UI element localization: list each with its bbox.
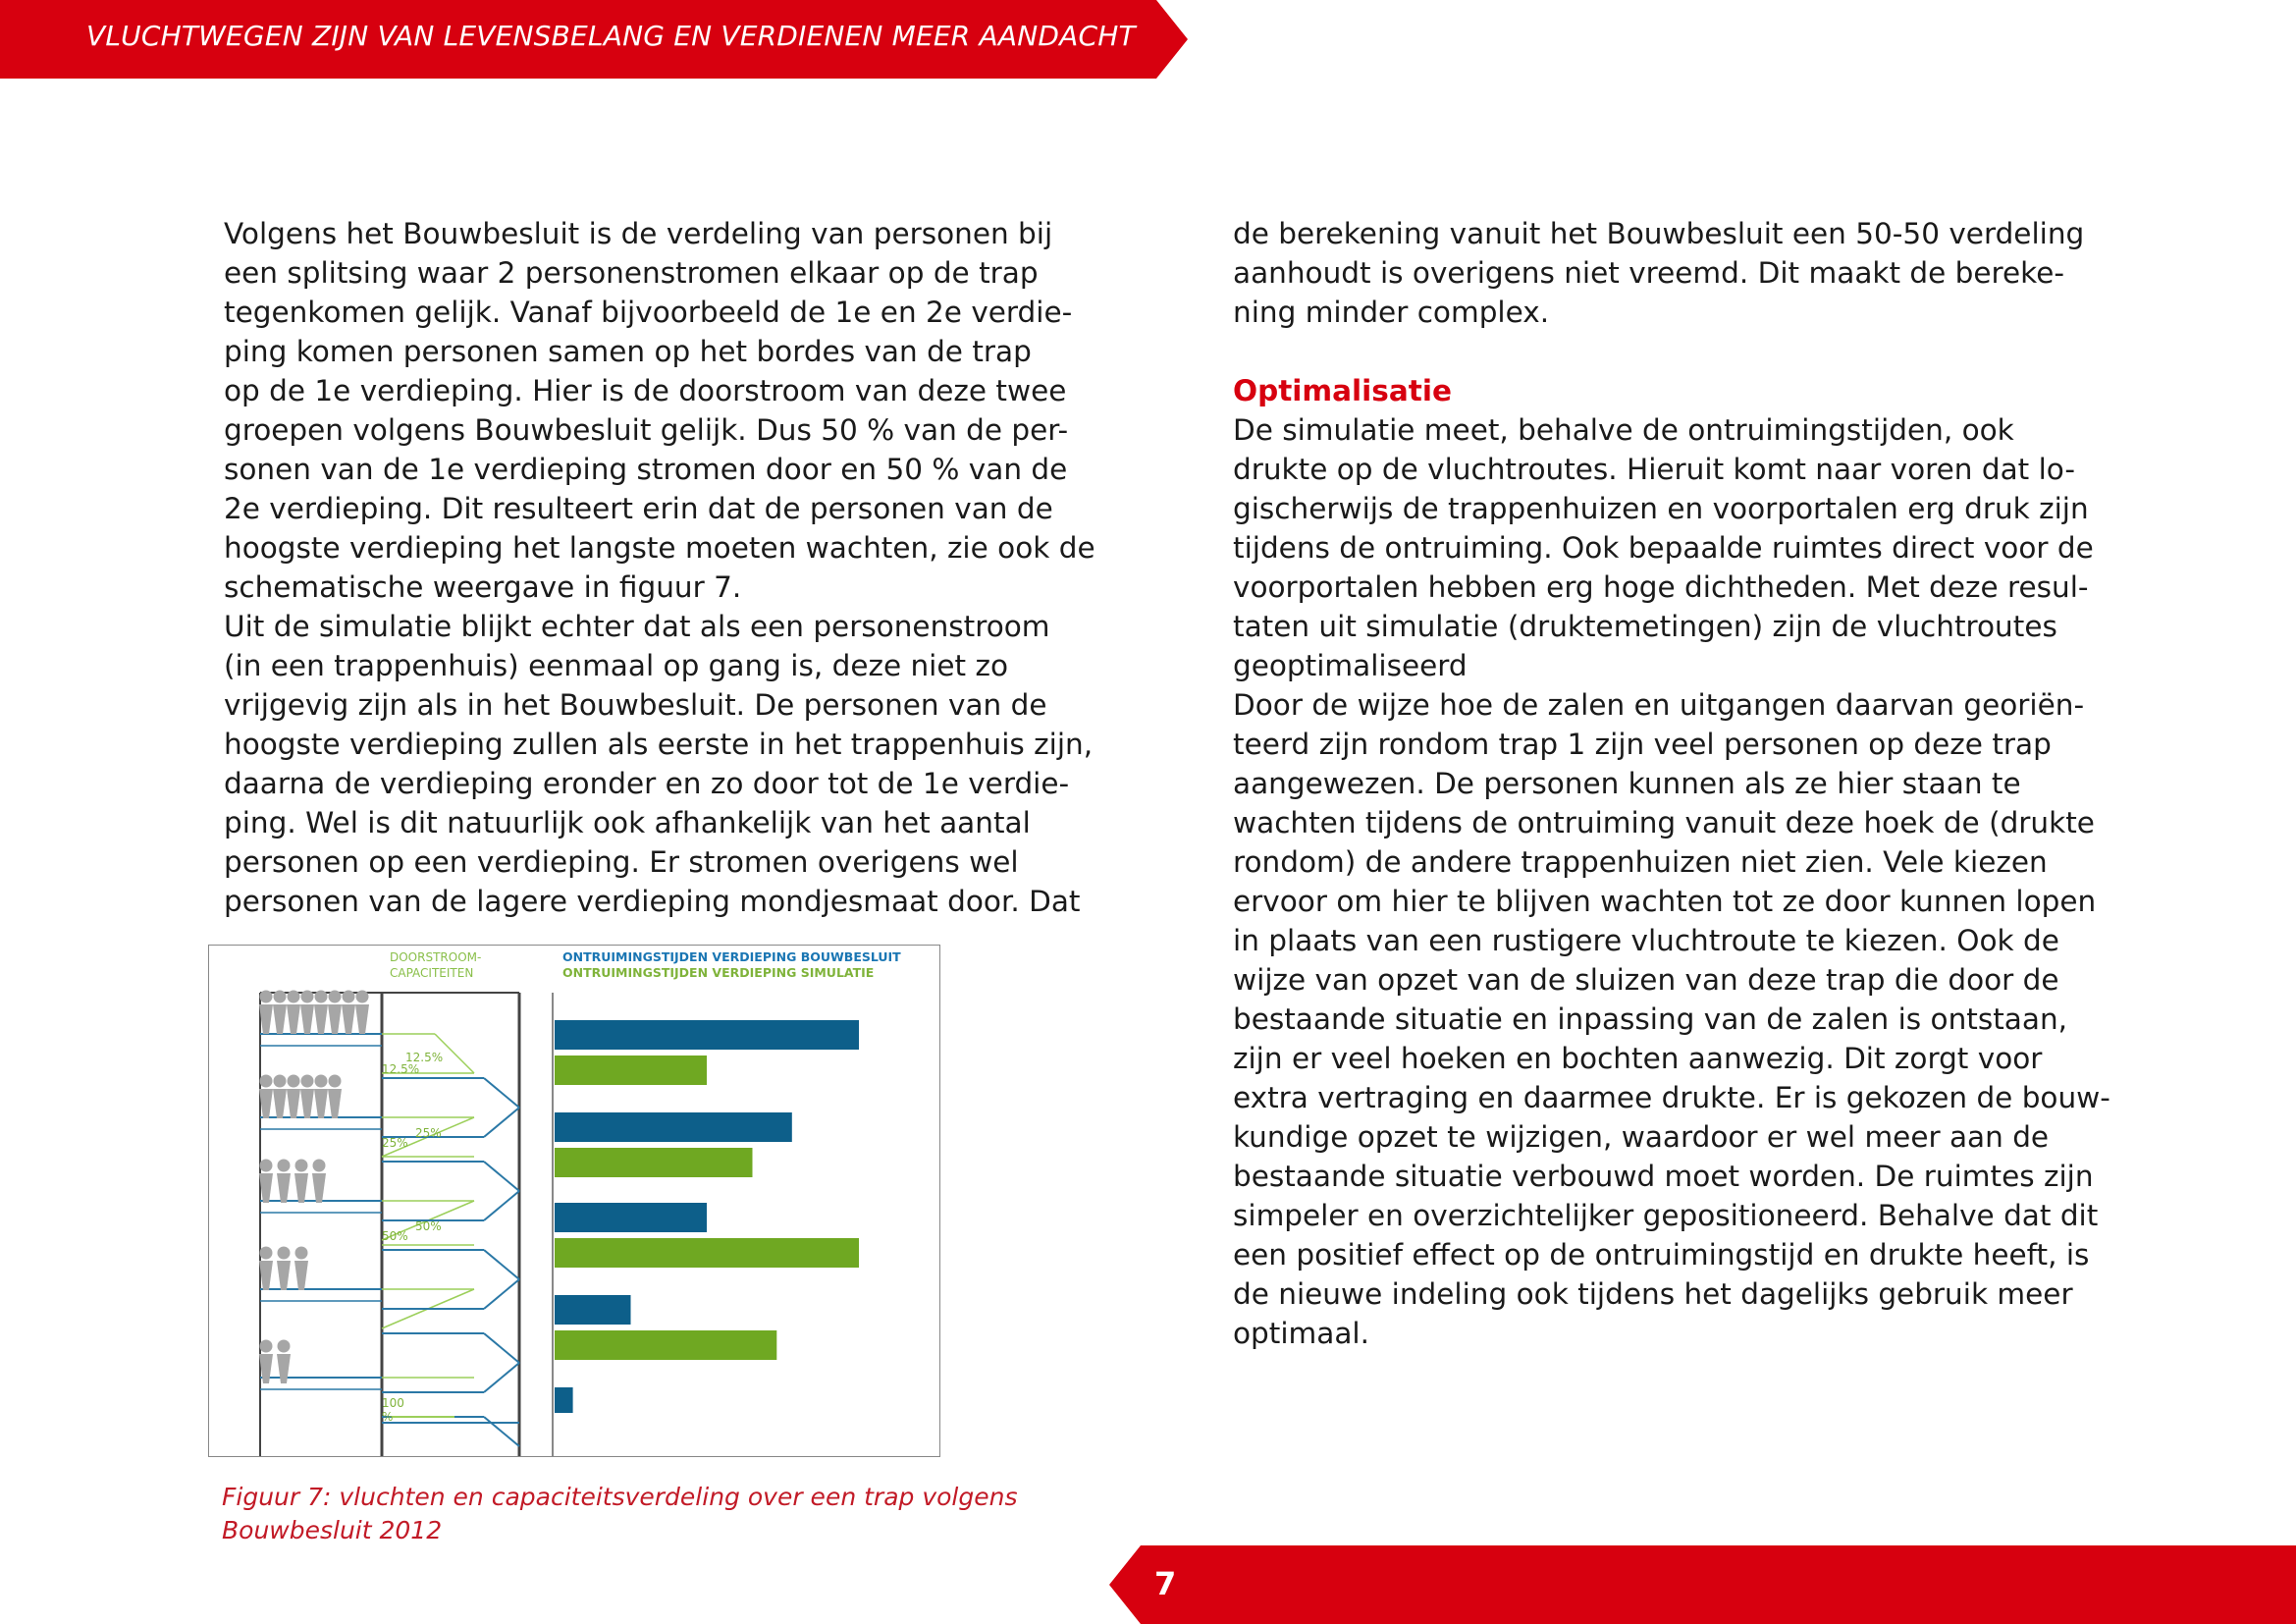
person-body xyxy=(277,1354,291,1383)
person-body xyxy=(277,1261,291,1290)
text-line: schematische weergave in figuur 7. xyxy=(224,570,742,604)
text-line: wachten tijdens de ontruiming vanuit deze hoek de (drukte xyxy=(1233,806,2095,839)
text-line: aanhoudt is overigens niet vreemd. Dit maakt de bereke- xyxy=(1233,256,2065,290)
person-head xyxy=(278,1247,291,1260)
text-line: ping komen personen samen op het bordes van de trap xyxy=(224,335,1032,368)
percent-label: 50% xyxy=(415,1219,442,1233)
person-icons xyxy=(259,991,369,1384)
doorstroom-label-line1: DOORSTROOM- xyxy=(390,950,482,964)
running-header-title: VLUCHTWEGEN ZIJN VAN LEVENSBELANG EN VERDIENEN MEER AANDACHT xyxy=(86,20,1136,52)
person-head xyxy=(313,1160,326,1172)
person-body xyxy=(259,1354,273,1383)
text-line: ervoor om hier te blijven wachten tot ze door kunnen lopen xyxy=(1233,885,2097,918)
person-head xyxy=(356,991,369,1003)
text-line: ning minder complex. xyxy=(1233,296,1550,329)
legend-bouwbesluit: ONTRUIMINGSTIJDEN VERDIEPING BOUWBESLUIT xyxy=(562,949,901,964)
blue-flow-line xyxy=(484,1333,519,1363)
blue-flow-line xyxy=(484,1078,519,1108)
text-line: 2e verdieping. Dit resulteert erin dat de personen van de xyxy=(224,492,1053,525)
text-line: tijdens de ontruiming. Ook bepaalde ruimtes direct voor de xyxy=(1233,531,2094,565)
person-body xyxy=(259,1089,273,1118)
person-body xyxy=(294,1261,308,1290)
text-line: simpeler en overzichtelijker gepositioneerd. Behalve dat dit xyxy=(1233,1199,2099,1232)
person-body xyxy=(314,1089,328,1118)
text-line: aangewezen. De personen kunnen als ze hier staan te xyxy=(1233,767,2021,800)
paragraph-spacer xyxy=(1233,332,2116,371)
person-head xyxy=(288,991,300,1003)
bar-bouwbesluit xyxy=(555,1295,631,1325)
percent-label: 12.5% xyxy=(382,1062,420,1076)
person-body xyxy=(277,1173,291,1203)
text-line: de nieuwe indeling ook tijdens het dagelijks gebruik meer xyxy=(1233,1277,2073,1311)
text-line: een splitsing waar 2 personenstromen elkaar op de trap xyxy=(224,256,1039,290)
person-body xyxy=(294,1173,308,1203)
person-head xyxy=(301,1075,314,1088)
person-head xyxy=(260,991,273,1003)
text-line: kundige opzet te wijzigen, waardoor er wel meer aan de xyxy=(1233,1120,2050,1154)
person-head xyxy=(301,991,314,1003)
person-head xyxy=(278,1340,291,1353)
bar-bouwbesluit xyxy=(555,1112,792,1142)
person-body xyxy=(273,1004,287,1034)
text-line: taten uit simulatie (druktemetingen) zijn de vluchtroutes xyxy=(1233,610,2057,643)
text-line: extra vertraging en daarmee drukte. Er is gekozen de bouw- xyxy=(1233,1081,2110,1114)
blue-flow-line xyxy=(484,1250,519,1279)
percent-labels xyxy=(382,1051,443,1424)
left-text-column xyxy=(224,214,1095,921)
text-line: zijn er veel hoeken en bochten aanwezig. Dit zorgt voor xyxy=(1233,1042,2043,1075)
person-head xyxy=(274,1075,287,1088)
person-body xyxy=(312,1173,326,1203)
text-line: een positief effect op de ontruimingstijd en drukte heeft, is xyxy=(1233,1238,2090,1272)
optimalisatie-paragraph xyxy=(1233,410,2116,1353)
person-head xyxy=(260,1340,273,1353)
person-head xyxy=(260,1247,273,1260)
person-body xyxy=(259,1173,273,1203)
blue-flow-line xyxy=(484,1162,519,1191)
text-line: bestaande situatie en inpassing van de zalen is ontstaan, xyxy=(1233,1002,2068,1036)
person-head xyxy=(295,1160,308,1172)
bar-simulatie xyxy=(555,1330,776,1360)
blue-flow-line xyxy=(484,1279,519,1309)
person-head xyxy=(274,991,287,1003)
percent-label: 12.5% xyxy=(405,1051,444,1064)
person-body xyxy=(355,1004,369,1034)
text-line: optimaal. xyxy=(1233,1317,1370,1350)
text-line: groepen volgens Bouwbesluit gelijk. Dus 50 % van de per- xyxy=(224,413,1069,447)
text-line: hoogste verdieping zullen als eerste in het trappenhuis zijn, xyxy=(224,728,1094,761)
percent-label: 100 xyxy=(382,1396,404,1410)
text-line: gischerwijs de trappenhuizen en voorportalen erg druk zijn xyxy=(1233,492,2089,525)
person-body xyxy=(259,1261,273,1290)
person-body xyxy=(287,1089,300,1118)
person-head xyxy=(260,1160,273,1172)
bar-bouwbesluit xyxy=(555,1387,573,1413)
bar-bouwbesluit xyxy=(555,1203,707,1232)
right-text-column xyxy=(1233,214,2116,1353)
person-head xyxy=(288,1075,300,1088)
text-line: daarna de verdieping eronder en zo door tot de 1e verdie- xyxy=(224,767,1070,800)
person-body xyxy=(259,1004,273,1034)
person-head xyxy=(278,1160,291,1172)
text-line: geoptimaliseerd xyxy=(1233,649,1468,682)
text-line: De simulatie meet, behalve de ontruimingstijden, ook xyxy=(1233,413,2014,447)
blue-flow-line xyxy=(484,1108,519,1137)
person-body xyxy=(314,1004,328,1034)
text-line: drukte op de vluchtroutes. Hieruit komt naar voren dat lo- xyxy=(1233,453,2076,486)
person-head xyxy=(315,991,328,1003)
text-line: wijze van opzet van de sluizen van deze trap die door de xyxy=(1233,963,2059,997)
text-line: Volgens het Bouwbesluit is de verdeling van personen bij xyxy=(224,217,1053,250)
text-line: rondom) de andere trappenhuizen niet zien. Vele kiezen xyxy=(1233,845,2048,879)
text-line: Uit de simulatie blijkt echter dat als een personenstroom xyxy=(224,610,1050,643)
text-line: hoogste verdieping het langste moeten wachten, zie ook de xyxy=(224,531,1095,565)
person-body xyxy=(328,1089,342,1118)
figure-7 xyxy=(208,945,940,1457)
person-head xyxy=(329,1075,342,1088)
text-line: (in een trappenhuis) eenmaal op gang is, deze niet zo xyxy=(224,649,1009,682)
person-head xyxy=(329,991,342,1003)
caption-line-1: Figuur 7: vluchten en capaciteitsverdeling over een trap volgens xyxy=(222,1483,1018,1511)
person-head xyxy=(295,1247,308,1260)
percent-label: 50% xyxy=(382,1229,408,1243)
text-line: de berekening vanuit het Bouwbesluit een 50-50 verdeling xyxy=(1233,217,2085,250)
footer-band xyxy=(1109,1545,2296,1624)
bar-simulatie xyxy=(555,1056,707,1085)
person-head xyxy=(315,1075,328,1088)
blue-flow-line xyxy=(484,1191,519,1220)
section-heading-optimalisatie: Optimalisatie xyxy=(1233,374,1452,407)
text-line: Door de wijze hoe de zalen en uitgangen daarvan georiën- xyxy=(1233,688,2085,722)
text-line: vrijgevig zijn als in het Bouwbesluit. De personen van de xyxy=(224,688,1047,722)
text-line: bestaande situatie verbouwd moet worden. De ruimtes zijn xyxy=(1233,1160,2094,1193)
figure-caption xyxy=(222,1481,1027,1547)
text-line: ping. Wel is dit natuurlijk ook afhankelijk van het aantal xyxy=(224,806,1031,839)
person-head xyxy=(343,991,355,1003)
text-line: voorportalen hebben erg hoge dichtheden. Met deze resul- xyxy=(1233,570,2089,604)
blue-flow-line xyxy=(484,1417,519,1446)
person-body xyxy=(287,1004,300,1034)
bar-bouwbesluit xyxy=(555,1020,859,1050)
caption-line-2: Bouwbesluit 2012 xyxy=(222,1516,443,1544)
text-line: personen van de lagere verdieping mondjesmaat door. Dat xyxy=(224,885,1081,918)
text-line: personen op een verdieping. Er stromen overigens wel xyxy=(224,845,1019,879)
legend-simulatie: ONTRUIMINGSTIJDEN VERDIEPING SIMULATIE xyxy=(562,965,875,980)
text-line: sonen van de 1e verdieping stromen door en 50 % van de xyxy=(224,453,1068,486)
percent-label: % xyxy=(382,1410,394,1424)
person-body xyxy=(342,1004,355,1034)
figure-7-diagram xyxy=(209,946,939,1456)
text-line: tegenkomen gelijk. Vanaf bijvoorbeeld de 1e en 2e verdie- xyxy=(224,296,1073,329)
doorstroom-label-line2: CAPACITEITEN xyxy=(390,966,474,980)
text-line: teerd zijn rondom trap 1 zijn veel personen op deze trap xyxy=(1233,728,2052,761)
blue-flow-line xyxy=(484,1363,519,1392)
percent-label: 25% xyxy=(382,1136,408,1150)
text-line: in plaats van een rustigere vluchtroute te kiezen. Ook de xyxy=(1233,924,2059,957)
bar-simulatie xyxy=(555,1148,753,1177)
person-body xyxy=(328,1004,342,1034)
person-body xyxy=(273,1089,287,1118)
page-number: 7 xyxy=(1154,1565,1177,1602)
person-head xyxy=(260,1075,273,1088)
bar-chart-bars xyxy=(555,1020,859,1413)
text-line: op de 1e verdieping. Hier is de doorstroom van deze twee xyxy=(224,374,1067,407)
bar-simulatie xyxy=(555,1238,859,1268)
intro-paragraph xyxy=(1233,214,2116,332)
person-body xyxy=(300,1089,314,1118)
percent-label: 25% xyxy=(415,1126,442,1140)
person-body xyxy=(300,1004,314,1034)
